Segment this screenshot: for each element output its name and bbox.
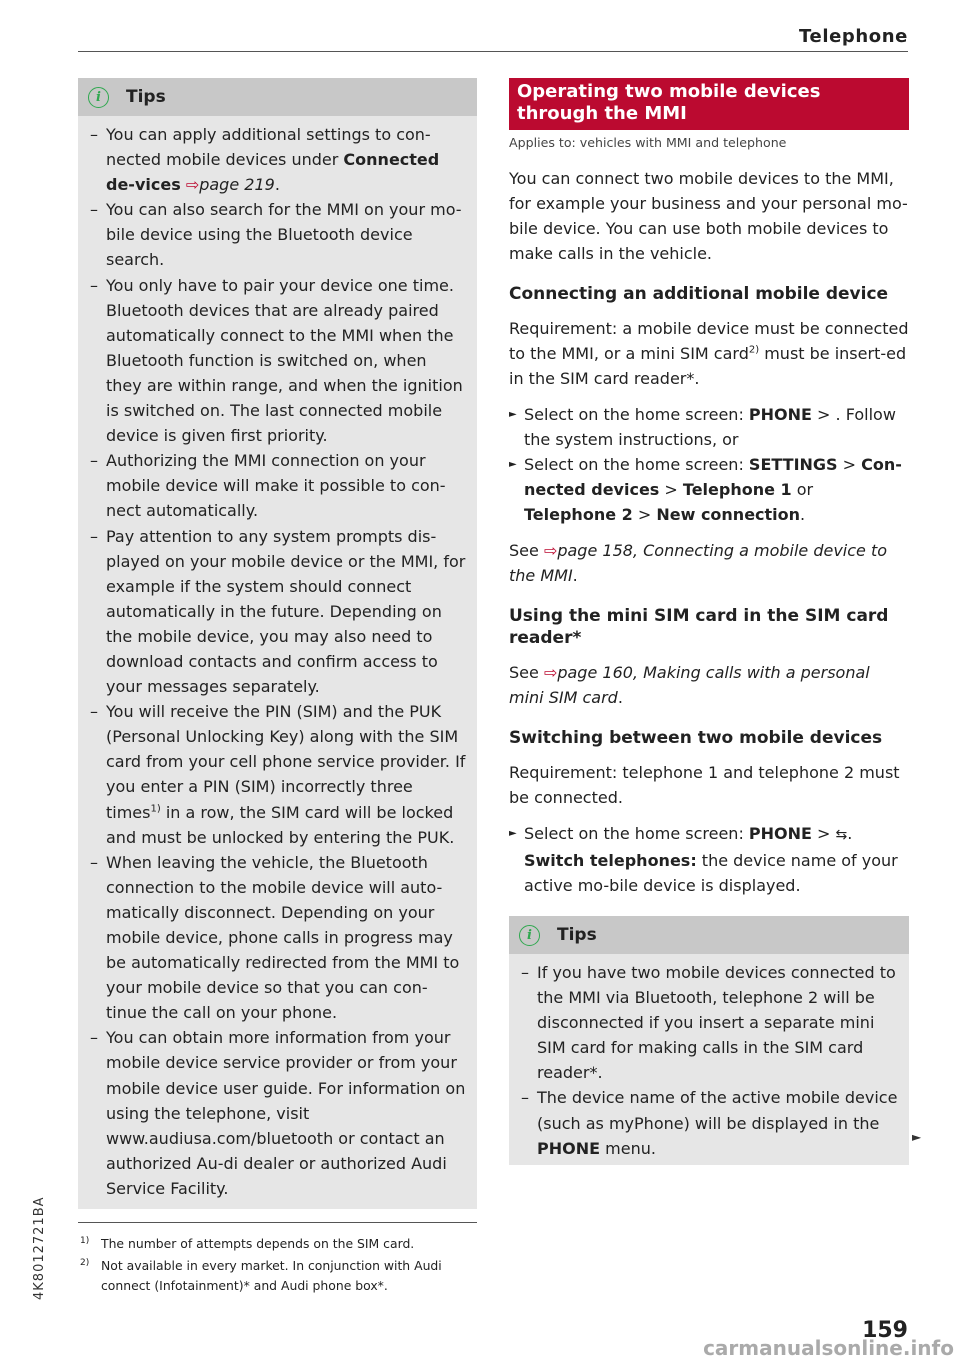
- heading-switching: Switching between two mobile devices: [509, 728, 883, 748]
- footnote: 2) Not available in every market. In conjunction with Audi connect (Infotainment)* and Audi phone box*.: [80, 1258, 442, 1293]
- continue-arrow-icon: ►: [912, 1130, 922, 1144]
- instruction-step: ► Select on the home screen: PHONE > . Follow the system instructions, or: [509, 402, 909, 452]
- document-code: 4K8012721BA: [32, 1196, 47, 1300]
- section-title-banner: Operating two mobile devices through the MMI: [509, 78, 909, 130]
- footnote: 1) The number of attempts depends on the SIM card.: [80, 1236, 415, 1251]
- tips-item: – If you have two mobile devices connected to the MMI via Bluetooth, telephone 2 will be disconnected if you insert a separate mini SIM card for making calls in the SIM card reader*.: [521, 960, 899, 1085]
- tips-box-left: [78, 78, 477, 1209]
- tips-item: – Pay attention to any system prompts dis-played on your mobile device or the MMI, for example if the system should connect automatically in the future. Depending on the mobile device, you may also need to download contacts and confirm access to your messages separately.: [90, 524, 467, 700]
- tips-item: – The device name of the active mobile device (such as myPhone) will be displayed in the PHONE menu.: [521, 1085, 899, 1160]
- tips-heading: Tips: [126, 87, 166, 107]
- header-rule: [78, 51, 908, 52]
- tips-item: – You can also search for the MMI on your mo-bile device using the Bluetooth device search.: [90, 197, 467, 272]
- applies-to-note: Applies to: vehicles with MMI and telephone: [509, 135, 787, 150]
- cross-reference: See ⇨page 158, Connecting a mobile device to the MMI.: [509, 541, 888, 585]
- footnotes: [78, 1234, 477, 1298]
- requirement-paragraph: Requirement: telephone 1 and telephone 2 must be connected.: [509, 763, 900, 807]
- left-column: [78, 78, 477, 1209]
- footnote-rule: [78, 1222, 477, 1223]
- instruction-step: ► Select on the home screen: PHONE > ⇆. Switch telephones: the device name of your active mo-bile device is displayed.: [509, 821, 909, 898]
- switch-phone-icon: ⇆: [835, 827, 848, 843]
- heading-additional-device: Connecting an additional mobile device: [509, 284, 889, 304]
- tips-heading: Tips: [557, 925, 597, 945]
- tips-header: [78, 78, 477, 116]
- cross-ref-arrow-icon: ⇨: [185, 175, 200, 195]
- cross-ref-arrow-icon: ⇨: [543, 541, 558, 560]
- cross-reference: See ⇨page 160, Making calls with a personal mini SIM card.: [509, 663, 870, 707]
- requirement-paragraph: Requirement: a mobile device must be connected to the MMI, or a mini SIM card$^{2)}$ must be insert-ed in the SIM card reader*.: [509, 319, 909, 388]
- intro-paragraph: You can connect two mobile devices to the MMI, for example your business and your personal mo-bile device. You can use both mobile devices to make calls in the vehicle.: [509, 169, 908, 263]
- page-reference-link[interactable]: page 219: [199, 175, 275, 195]
- watermark: carmanualsonline.info: [703, 1336, 954, 1360]
- tips-item: – Authorizing the MMI connection on your mobile device will make it possible to con-nect automatically.: [90, 448, 467, 523]
- page-number: 159: [862, 1318, 908, 1343]
- tips-list: [509, 954, 909, 1165]
- running-header-title: Telephone: [799, 26, 908, 47]
- heading-mini-sim: Using the mini SIM card in the SIM card reader*: [509, 606, 889, 648]
- right-column: [509, 78, 909, 1165]
- page-reference-link[interactable]: page 160, Making calls with a personal mini SIM card: [509, 663, 870, 707]
- instruction-step: ► Select on the home screen: SETTINGS > Con-nected devices > Telephone 1 or Telephone 2 > New connection.: [509, 452, 909, 527]
- cross-ref-arrow-icon: ⇨: [543, 663, 558, 682]
- tips-header: [509, 916, 909, 954]
- tips-item: – You can apply additional settings to con-nected mobile devices under Connected de-vices ⇨page 219.: [90, 122, 467, 197]
- tips-item: – You only have to pair your device one time. Bluetooth devices that are already paired automatically connect to the MMI when the Bluetooth function is switched on, when they are within range, and when the ignition is switched on. The last connected mobile device is given first priority.: [90, 273, 467, 449]
- tips-item: – You will receive the PIN (SIM) and the PUK (Personal Unlocking Key) along with the SIM card from your cell phone service provider. If you enter a PIN (SIM) incorrectly three times$^{1)}$ in a row, the SIM card will be locked and must be unlocked by entering the PUK.: [90, 699, 467, 850]
- tips-item: – You can obtain more information from your mobile device service provider or from your mobile device user guide. For information on using the telephone, visit www.audiusa.com/bluetooth or contact an authorized Au-di dealer or authorized Audi Service Facility.: [90, 1025, 467, 1201]
- page-reference-link[interactable]: page 158, Connecting a mobile device to the MMI: [509, 541, 888, 585]
- tips-item: – When leaving the vehicle, the Bluetooth connection to the mobile device will auto-matically disconnect. Depending on your mobile device, phone calls in progress may be automatically redirected from the MMI to your mobile device so that you can con-tinue the call on your phone.: [90, 850, 467, 1026]
- tips-box-right: [509, 916, 909, 1165]
- info-icon: i: [88, 87, 109, 108]
- footnote-ref: 1): [150, 803, 161, 815]
- footnote-ref: 2): [748, 344, 760, 356]
- tips-list: [78, 116, 477, 1209]
- info-icon: i: [519, 925, 540, 946]
